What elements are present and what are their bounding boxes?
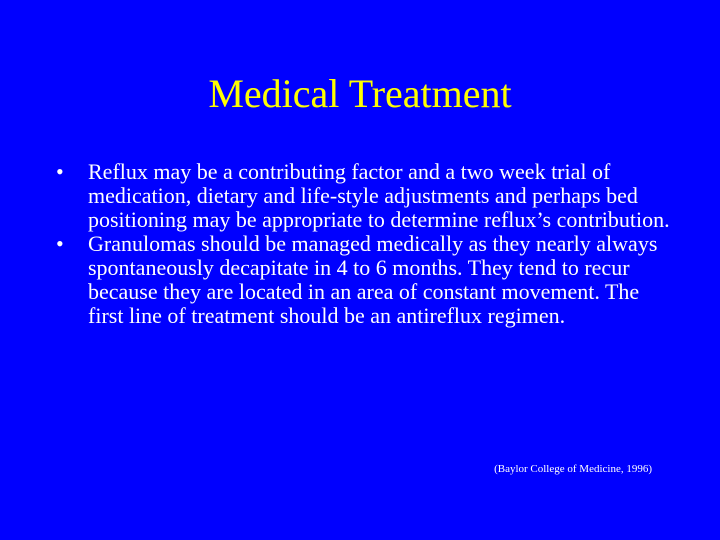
bullet-text: Granulomas should be managed medically as they nearly always spontaneously decapitate in 4 to 6 months. They tend to recur because they are located in an area of constant movement. The first line of treatment should be an antireflux regimen. — [88, 231, 658, 328]
bullet-item — [56, 160, 676, 232]
citation: (Baylor College of Medicine, 1996) — [494, 463, 652, 475]
bullet-text: Reflux may be a contributing factor and a two week trial of medication, dietary and life-style adjustments and perhaps bed positioning may be appropriate to determine reflux’s contribution. — [88, 159, 670, 232]
bullet-marker-icon: • — [56, 231, 64, 256]
slide-title: Medical Treatment — [208, 71, 512, 116]
bullet-list — [56, 160, 676, 328]
bullet-item — [56, 232, 676, 328]
bullet-marker-icon: • — [56, 159, 64, 184]
